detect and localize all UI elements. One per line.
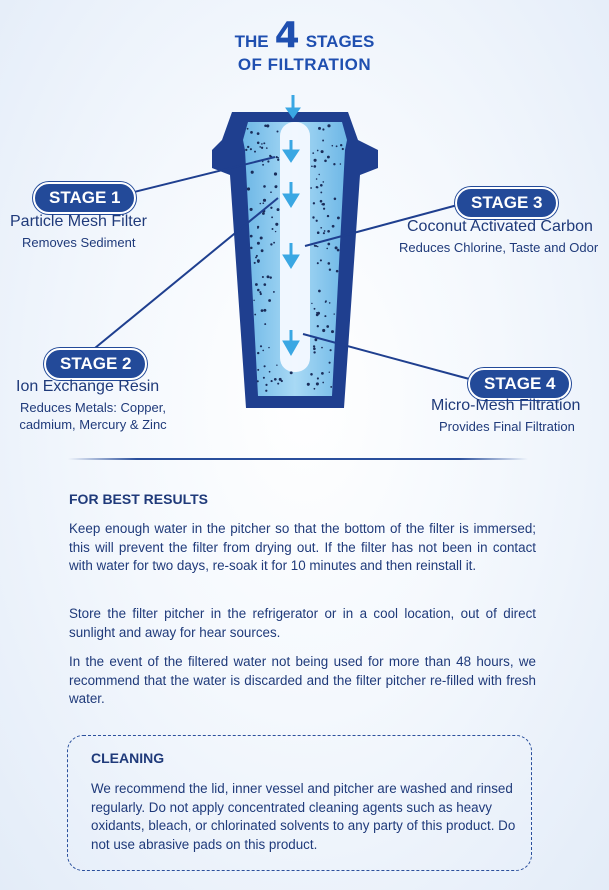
media-speck [327,230,330,233]
media-speck [266,147,268,149]
stage3-badge: STAGE 3 [455,187,558,219]
media-speck [325,300,327,302]
media-speck [263,283,266,286]
media-speck [317,262,319,264]
media-speck [328,262,331,265]
cleaning-text: We recommend the lid, inner vessel and pitcher are washed and rinsed regularly. Do not apply concentrated cleaning agents such as heavy oxidants, bleach, or chlorinated solvents to any party of this product. Do not use abrasive pads on this product. [91,781,516,852]
media-speck [245,149,247,151]
media-speck [270,243,272,245]
media-speck [316,382,319,385]
media-speck [329,372,330,373]
media-speck [267,275,270,278]
media-speck [317,246,319,248]
media-speck [257,226,259,228]
stage2-badge: STAGE 2 [44,348,147,380]
media-speck [277,208,280,211]
media-speck [324,160,327,163]
media-speck [250,208,253,211]
media-speck [327,156,330,159]
media-speck [314,159,317,162]
media-speck [277,383,279,385]
media-speck [254,314,256,316]
media-speck [334,313,335,314]
media-speck [273,242,275,244]
media-speck [340,144,342,146]
media-speck [317,325,319,327]
media-speck [314,388,316,390]
media-speck [267,160,269,162]
media-speck [333,163,335,165]
media-speck [310,373,313,376]
media-speck [265,390,267,392]
media-speck [277,159,279,161]
media-speck [332,145,334,147]
stage4-desc: Provides Final Filtration [439,419,575,434]
media-speck [264,365,266,367]
best-results-paragraph: In the event of the filtered water not being used for more than 48 hours, we recommend that the water is discarded and the filter pitcher re-filled with fresh water. [69,654,536,706]
stage2-name: Ion Exchange Resin [16,378,160,395]
media-speck [263,199,266,202]
media-speck [276,156,278,158]
media-speck [307,383,310,386]
media-speck [260,345,262,347]
media-speck [262,350,264,352]
media-speck [250,148,252,150]
media-speck [262,164,264,166]
media-speck [262,212,265,215]
media-speck [276,130,278,132]
media-speck [262,202,264,204]
media-speck [336,270,339,273]
stage3-name: Coconut Activated Carbon [407,218,593,235]
media-speck [326,325,329,328]
media-speck [322,140,324,142]
media-speck [259,146,261,148]
stage1-desc: Removes Sediment [22,235,136,250]
media-speck [257,289,260,292]
media-speck [265,384,267,386]
media-speck [270,191,272,193]
media-speck [311,303,312,304]
media-speck [311,165,313,167]
title-prefix: THE [234,32,269,51]
media-speck [257,132,260,135]
best-results-heading: FOR BEST RESULTS [69,491,208,507]
media-speck [321,347,323,349]
media-speck [257,352,259,354]
media-speck [340,163,342,165]
media-speck [263,309,266,312]
media-speck [310,187,312,189]
media-speck [316,312,318,314]
media-speck [317,377,319,379]
media-speck [318,127,321,130]
title-line2: OF FILTRATION [237,55,372,74]
media-speck [261,309,264,312]
media-speck [266,124,269,127]
media-speck [257,142,260,145]
media-speck [313,165,316,168]
media-speck [322,181,324,183]
media-speck [321,372,324,375]
media-speck [263,185,266,188]
media-speck [320,259,322,261]
best-results-paragraph: Keep enough water in the pitcher so that the bottom of the filter is immersed; this will prevent the filter from drying out. If the filter has not been in contact with water for two days, re-soak it for 10 minutes and then reinstall it. [69,521,536,573]
media-speck [251,171,254,174]
media-speck [257,242,260,245]
media-speck [271,380,273,382]
media-speck [279,378,282,381]
media-speck [274,378,277,381]
media-speck [313,202,315,204]
media-speck [322,203,325,206]
media-speck [322,128,324,130]
stage1-badge: STAGE 1 [33,182,136,214]
media-speck [320,227,322,229]
media-speck [320,191,322,193]
media-speck [250,235,253,238]
media-speck [272,228,274,230]
media-speck [329,362,331,364]
media-speck [337,216,340,219]
media-speck [275,231,276,232]
media-speck [331,330,334,333]
media-speck [257,261,259,263]
media-speck [271,216,273,218]
media-speck [255,283,258,286]
media-speck [274,172,277,175]
title-suffix: STAGES [305,32,375,51]
media-speck [312,152,314,154]
media-speck [254,151,256,153]
media-speck [254,262,256,264]
media-speck [334,198,337,201]
media-speck [323,232,325,234]
media-speck [260,236,263,239]
media-speck [326,248,328,250]
media-speck [317,231,320,234]
media-speck [321,150,324,153]
media-speck [257,369,259,371]
media-speck [320,200,323,203]
media-speck [313,347,316,350]
media-speck [314,308,316,310]
media-speck [320,184,323,187]
stage1-name: Particle Mesh Filter [10,213,147,230]
best-results-paragraph: Store the filter pitcher in the refrigerator or in a cool location, out of direct sunlight and away for hear sources. [69,606,536,640]
media-speck [269,371,271,373]
media-speck [330,386,332,388]
media-speck [329,302,331,304]
media-speck [317,150,319,152]
media-speck [273,291,275,293]
media-speck [327,215,329,217]
media-speck [316,178,318,180]
media-speck [324,315,326,317]
media-speck [318,174,319,175]
media-speck [260,293,262,295]
media-speck [257,380,259,382]
media-speck [270,207,272,209]
media-speck [342,148,344,150]
media-speck [314,338,317,341]
media-speck [324,230,326,232]
section-divider [68,458,528,460]
media-speck [330,349,332,351]
media-speck [318,290,321,293]
media-speck [322,382,324,384]
media-speck [316,314,319,317]
media-speck [264,323,266,325]
media-speck [327,124,330,127]
media-speck [329,269,331,271]
media-speck [322,329,325,332]
media-speck [247,187,250,190]
media-speck [290,371,293,374]
media-speck [313,351,315,353]
media-speck [276,364,277,365]
media-speck [316,186,318,188]
media-speck [316,220,318,222]
media-speck [261,147,263,149]
media-speck [336,145,338,147]
media-speck [335,246,338,249]
title-number: 4 [274,15,300,56]
media-speck [268,299,271,302]
media-speck [247,146,249,148]
media-speck [327,243,330,246]
stage4-name: Micro-Mesh Filtration [431,397,581,414]
media-speck [268,347,269,348]
media-speck [337,249,340,252]
media-speck [312,216,314,218]
media-speck [332,225,335,228]
stage3-desc: Reduces Chlorine, Taste and Odor [399,240,599,255]
cleaning-heading: CLEANING [91,750,165,766]
media-speck [262,276,264,278]
stage4-badge: STAGE 4 [468,368,571,400]
media-speck [275,223,278,226]
media-speck [253,300,254,301]
media-speck [314,245,316,247]
media-speck [275,185,277,187]
media-speck [313,345,315,347]
media-speck [261,143,263,145]
media-speck [263,377,265,379]
media-speck [263,142,265,144]
media-speck [250,247,253,250]
media-speck [269,276,271,278]
media-speck [261,249,264,252]
stage2-desc: Reduces Metals: Copper, cadmium, Mercury & Zinc [19,400,167,432]
cleaning-box [67,735,532,871]
media-speck [247,128,249,130]
media-speck [259,203,261,205]
media-speck [250,131,253,134]
media-speck [323,208,325,210]
media-speck [256,255,258,257]
